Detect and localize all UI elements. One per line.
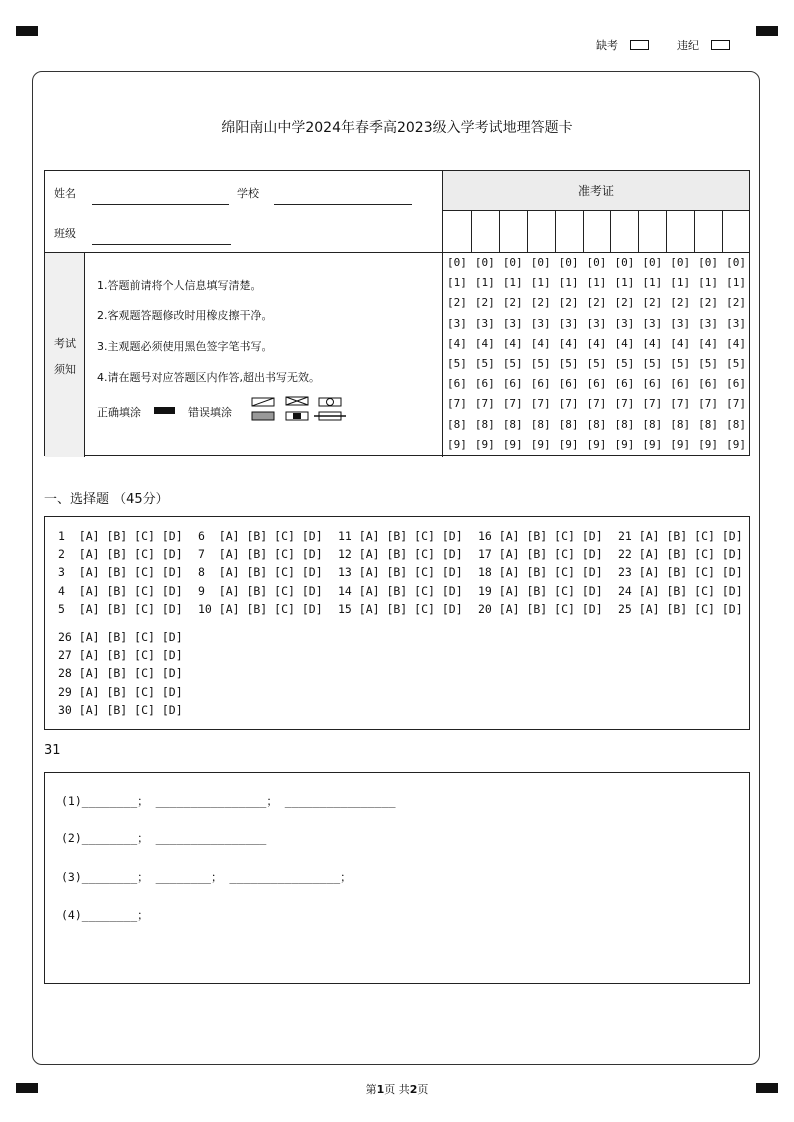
digit-bubble[interactable]: [2] — [586, 296, 607, 310]
mc-question-row[interactable]: 13 [A] [B] [C] [D] — [338, 565, 463, 580]
name-field[interactable] — [92, 204, 229, 205]
mc-question-row[interactable]: 28 [A] [B] [C] [D] — [58, 666, 183, 681]
page-total: 2 — [409, 1083, 418, 1096]
admission-digit-column — [694, 253, 722, 457]
mc-question-row[interactable]: 27 [A] [B] [C] [D] — [58, 648, 183, 663]
digit-bubble[interactable]: [4] — [642, 336, 663, 350]
digit-bubble[interactable]: [7] — [558, 397, 579, 411]
mc-question-row[interactable]: 9 [A] [B] [C] [D] — [198, 583, 323, 598]
page-footer — [0, 1081, 794, 1097]
mc-question-row[interactable]: 3 [A] [B] [C] [D] — [58, 565, 183, 580]
wrong-sample-half — [252, 412, 274, 420]
digit-bubble[interactable]: [0] — [474, 256, 495, 269]
digit-bubble[interactable]: [5] — [726, 356, 746, 370]
admission-cell-divider — [722, 211, 723, 253]
digit-bubble[interactable]: [2] — [530, 296, 551, 310]
digit-bubble[interactable]: [8] — [558, 417, 579, 431]
mc-question-group — [58, 628, 183, 719]
mc-question-group — [618, 527, 743, 618]
admission-cell-divider — [694, 211, 695, 253]
digit-bubble[interactable]: [1] — [530, 276, 551, 290]
digit-bubble[interactable]: [5] — [670, 356, 691, 370]
digit-bubble[interactable]: [2] — [670, 296, 691, 310]
digit-bubble[interactable]: [5] — [642, 356, 663, 370]
admission-digit-column — [610, 253, 638, 457]
digit-bubble[interactable]: [1] — [642, 276, 663, 290]
mc-question-group — [198, 527, 323, 618]
question-31-number: 31 — [44, 743, 61, 758]
digit-bubble[interactable]: [4] — [586, 336, 607, 350]
digit-bubble[interactable]: [0] — [502, 256, 523, 269]
notice-side-line-2: 须知 — [54, 363, 76, 376]
mc-question-row[interactable]: 26 [A] [B] [C] [D] — [58, 630, 183, 644]
digit-bubble[interactable]: [4] — [502, 336, 523, 350]
wrong-fill-samples — [251, 396, 347, 424]
notice-side-line-1: 考试 — [54, 337, 76, 350]
mc-question-group — [338, 527, 463, 618]
mc-question-row[interactable]: 12 [A] [B] [C] [D] — [338, 547, 463, 562]
digit-bubble[interactable]: [9] — [447, 437, 467, 451]
section1-title: 一、选择题 （45分） — [44, 492, 169, 507]
digit-bubble[interactable]: [1] — [614, 276, 635, 290]
admission-cell-divider — [610, 211, 611, 253]
absent-label: 缺考 — [596, 39, 618, 52]
name-label: 姓名 — [54, 187, 76, 200]
digit-bubble[interactable]: [3] — [558, 316, 579, 330]
digit-bubble[interactable]: [7] — [586, 397, 607, 411]
digit-bubble[interactable]: [6] — [474, 377, 495, 391]
mc-question-row[interactable]: 25 [A] [B] [C] [D] — [618, 601, 743, 616]
admission-number-bubbles — [442, 253, 749, 457]
mc-question-row[interactable]: 24 [A] [B] [C] [D] — [618, 583, 743, 598]
digit-bubble[interactable]: [8] — [530, 417, 551, 431]
digit-bubble[interactable]: [3] — [670, 316, 691, 330]
digit-bubble[interactable]: [0] — [558, 256, 579, 269]
digit-bubble[interactable]: [7] — [698, 397, 719, 411]
mc-question-row[interactable]: 10 [A] [B] [C] [D] — [198, 601, 323, 616]
digit-bubble[interactable]: [1] — [698, 276, 719, 290]
registration-mark-top-right — [756, 26, 778, 36]
admission-digit-column — [666, 253, 694, 457]
q31-answer-line-2[interactable]: (2)________； ________________ — [61, 831, 267, 845]
digit-bubble[interactable]: [3] — [586, 316, 607, 330]
digit-bubble[interactable]: [8] — [670, 417, 691, 431]
admission-cell-divider — [555, 211, 556, 253]
admission-digit-column — [555, 253, 583, 457]
digit-bubble[interactable]: [2] — [447, 296, 467, 310]
digit-bubble[interactable]: [9] — [586, 437, 607, 451]
mc-question-row[interactable]: 14 [A] [B] [C] [D] — [338, 583, 463, 598]
digit-bubble[interactable]: [6] — [502, 377, 523, 391]
digit-bubble[interactable]: [6] — [642, 377, 663, 391]
page-suffix: 页 — [417, 1083, 429, 1096]
mc-question-row[interactable]: 29 [A] [B] [C] [D] — [58, 684, 183, 699]
candidate-info-block — [44, 170, 750, 456]
digit-bubble[interactable]: [7] — [614, 397, 635, 411]
digit-bubble[interactable]: [7] — [726, 397, 746, 411]
digit-bubble[interactable]: [0] — [586, 256, 607, 269]
mc-question-row[interactable]: 11 [A] [B] [C] [D] — [338, 529, 463, 543]
digit-bubble[interactable]: [1] — [558, 276, 579, 290]
wrong-sample-circle — [319, 398, 341, 406]
divider — [45, 252, 442, 253]
digit-bubble[interactable]: [0] — [530, 256, 551, 269]
digit-bubble[interactable]: [5] — [614, 356, 635, 370]
digit-bubble[interactable]: [0] — [726, 256, 746, 269]
digit-bubble[interactable]: [6] — [670, 377, 691, 391]
digit-bubble[interactable]: [6] — [558, 377, 579, 391]
school-label: 学校 — [237, 187, 259, 200]
digit-bubble[interactable]: [3] — [614, 316, 635, 330]
mc-question-group — [478, 527, 603, 618]
violation-label: 违纪 — [677, 39, 699, 52]
status-flags — [596, 37, 730, 53]
mc-question-row[interactable]: 5 [A] [B] [C] [D] — [58, 601, 183, 616]
digit-bubble[interactable]: [9] — [642, 437, 663, 451]
digit-bubble[interactable]: [7] — [530, 397, 551, 411]
page-prefix: 第 — [365, 1083, 377, 1096]
admission-cell-divider — [499, 211, 500, 253]
admission-digit-column — [471, 253, 499, 457]
registration-mark-top-left — [16, 26, 38, 36]
wrong-fill-label: 错误填涂 — [188, 406, 232, 419]
digit-bubble[interactable]: [4] — [558, 336, 579, 350]
mc-question-row[interactable]: 4 [A] [B] [C] [D] — [58, 583, 183, 598]
class-field[interactable] — [92, 244, 231, 245]
digit-bubble[interactable]: [2] — [558, 296, 579, 310]
digit-bubble[interactable]: [8] — [642, 417, 663, 431]
digit-bubble[interactable]: [5] — [502, 356, 523, 370]
digit-bubble[interactable]: [8] — [502, 417, 523, 431]
page-title: 绵阳南山中学2024年春季高2023级入学考试地理答题卡 — [221, 120, 573, 136]
digit-bubble[interactable]: [5] — [447, 356, 467, 370]
multiple-choice-box — [44, 516, 750, 730]
mc-question-row[interactable]: 2 [A] [B] [C] [D] — [58, 547, 183, 562]
admission-digit-column — [527, 253, 555, 457]
digit-bubble[interactable]: [2] — [614, 296, 635, 310]
correct-fill-sample — [154, 407, 175, 414]
digit-bubble[interactable]: [3] — [698, 316, 719, 330]
digit-bubble[interactable]: [9] — [614, 437, 635, 451]
admission-number-header: 准考证 — [442, 171, 749, 211]
digit-bubble[interactable]: [4] — [474, 336, 495, 350]
absent-checkbox[interactable] — [630, 40, 649, 50]
digit-bubble[interactable]: [3] — [447, 316, 467, 330]
digit-bubble[interactable]: [8] — [726, 417, 746, 431]
digit-bubble[interactable]: [8] — [447, 417, 467, 431]
mc-question-row[interactable]: 19 [A] [B] [C] [D] — [478, 583, 603, 598]
digit-bubble[interactable]: [9] — [558, 437, 579, 451]
mc-question-row[interactable]: 22 [A] [B] [C] [D] — [618, 547, 743, 562]
mc-question-row[interactable]: 1 [A] [B] [C] [D] — [58, 529, 183, 543]
digit-bubble[interactable]: [4] — [670, 336, 691, 350]
digit-bubble[interactable]: [4] — [530, 336, 551, 350]
digit-bubble[interactable]: [8] — [614, 417, 635, 431]
mc-question-row[interactable]: 18 [A] [B] [C] [D] — [478, 565, 603, 580]
digit-bubble[interactable]: [3] — [642, 316, 663, 330]
digit-bubble[interactable]: [1] — [586, 276, 607, 290]
digit-bubble[interactable]: [6] — [447, 377, 467, 391]
mc-question-row[interactable]: 16 [A] [B] [C] [D] — [478, 529, 603, 543]
admission-cell-divider — [583, 211, 584, 253]
digit-bubble[interactable]: [6] — [586, 377, 607, 391]
digit-bubble[interactable]: [1] — [502, 276, 523, 290]
admission-digit-column — [722, 253, 750, 457]
digit-bubble[interactable]: [0] — [447, 256, 467, 269]
digit-bubble[interactable]: [9] — [530, 437, 551, 451]
digit-bubble[interactable]: [7] — [642, 397, 663, 411]
digit-bubble[interactable]: [2] — [502, 296, 523, 310]
digit-bubble[interactable]: [3] — [502, 316, 523, 330]
violation-flag — [677, 37, 730, 53]
q31-answer-line-4[interactable]: (4)________； — [61, 908, 149, 922]
digit-bubble[interactable]: [9] — [474, 437, 495, 451]
digit-bubble[interactable]: [6] — [530, 377, 551, 391]
digit-bubble[interactable]: [6] — [726, 377, 746, 391]
admission-digit-column — [583, 253, 611, 457]
page-mid: 页 共 — [384, 1083, 410, 1096]
digit-bubble[interactable]: [4] — [447, 336, 467, 350]
mc-question-row[interactable]: 21 [A] [B] [C] [D] — [618, 529, 743, 543]
q31-answer-line-1[interactable]: (1)________； ________________； ________________ — [61, 794, 396, 808]
digit-bubble[interactable]: [3] — [726, 316, 746, 330]
digit-bubble[interactable]: [2] — [698, 296, 719, 310]
admission-cell-divider — [666, 211, 667, 253]
digit-bubble[interactable]: [0] — [670, 256, 691, 269]
admission-digit-column — [443, 253, 471, 457]
digit-bubble[interactable]: [5] — [698, 356, 719, 370]
digit-bubble[interactable]: [0] — [614, 256, 635, 269]
admission-cell-divider — [527, 211, 528, 253]
admission-cell-divider — [638, 211, 639, 253]
digit-bubble[interactable]: [6] — [698, 377, 719, 391]
digit-bubble[interactable]: [1] — [447, 276, 467, 290]
digit-bubble[interactable]: [7] — [670, 397, 691, 411]
digit-bubble[interactable]: [8] — [586, 417, 607, 431]
digit-bubble[interactable]: [1] — [670, 276, 691, 290]
digit-bubble[interactable]: [9] — [726, 437, 746, 451]
digit-bubble[interactable]: [3] — [530, 316, 551, 330]
q31-answer-line-3[interactable]: (3)________； ________； ________________； — [61, 870, 352, 884]
page-current: 1 — [376, 1083, 385, 1096]
digit-bubble[interactable]: [3] — [474, 316, 495, 330]
mc-question-row[interactable]: 15 [A] [B] [C] [D] — [338, 601, 463, 616]
mc-question-group — [58, 527, 183, 618]
digit-bubble[interactable]: [4] — [614, 336, 635, 350]
digit-bubble[interactable]: [9] — [502, 437, 523, 451]
digit-bubble[interactable]: [5] — [586, 356, 607, 370]
digit-bubble[interactable]: [2] — [474, 296, 495, 310]
digit-bubble[interactable]: [0] — [642, 256, 663, 269]
mc-question-row[interactable]: 6 [A] [B] [C] [D] — [198, 529, 323, 543]
digit-bubble[interactable]: [7] — [474, 397, 495, 411]
rule-1: 1.答题前请将个人信息填写清楚。 — [97, 279, 262, 292]
mc-question-row[interactable]: 20 [A] [B] [C] [D] — [478, 601, 603, 616]
mc-question-row[interactable]: 17 [A] [B] [C] [D] — [478, 547, 603, 562]
digit-bubble[interactable]: [4] — [698, 336, 719, 350]
digit-bubble[interactable]: [5] — [558, 356, 579, 370]
rule-3: 3.主观题必须使用黑色签字笔书写。 — [97, 340, 273, 353]
mc-question-row[interactable]: 7 [A] [B] [C] [D] — [198, 547, 323, 562]
mc-question-row[interactable]: 8 [A] [B] [C] [D] — [198, 565, 323, 580]
digit-bubble[interactable]: [2] — [642, 296, 663, 310]
digit-bubble[interactable]: [6] — [614, 377, 635, 391]
absent-flag — [596, 37, 649, 53]
digit-bubble[interactable]: [2] — [726, 296, 746, 310]
notice-side-label — [45, 253, 85, 457]
school-field[interactable] — [274, 204, 412, 205]
admission-digit-column — [499, 253, 527, 457]
admission-number-entry-cells[interactable] — [442, 211, 749, 253]
digit-bubble[interactable]: [8] — [698, 417, 719, 431]
class-label: 班级 — [54, 227, 76, 240]
question-31-answer-box — [44, 772, 750, 984]
digit-bubble[interactable]: [7] — [502, 397, 523, 411]
mc-question-row[interactable]: 30 [A] [B] [C] [D] — [58, 702, 183, 717]
digit-bubble[interactable]: [5] — [530, 356, 551, 370]
digit-bubble[interactable]: [0] — [698, 256, 719, 269]
digit-bubble[interactable]: [4] — [726, 336, 746, 350]
admission-digit-column — [638, 253, 666, 457]
digit-bubble[interactable]: [5] — [474, 356, 495, 370]
digit-bubble[interactable]: [7] — [447, 397, 467, 411]
digit-bubble[interactable]: [8] — [474, 417, 495, 431]
violation-checkbox[interactable] — [711, 40, 730, 50]
admission-cell-divider — [471, 211, 472, 253]
digit-bubble[interactable]: [1] — [474, 276, 495, 290]
mc-question-row[interactable]: 23 [A] [B] [C] [D] — [618, 565, 743, 580]
digit-bubble[interactable]: [1] — [726, 276, 746, 290]
digit-bubble[interactable]: [9] — [698, 437, 719, 451]
digit-bubble[interactable]: [9] — [670, 437, 691, 451]
rule-4: 4.请在题号对应答题区内作答,超出书写无效。 — [97, 371, 320, 384]
rule-2: 2.客观题答题修改时用橡皮擦干净。 — [97, 309, 273, 322]
correct-fill-label: 正确填涂 — [97, 406, 141, 419]
